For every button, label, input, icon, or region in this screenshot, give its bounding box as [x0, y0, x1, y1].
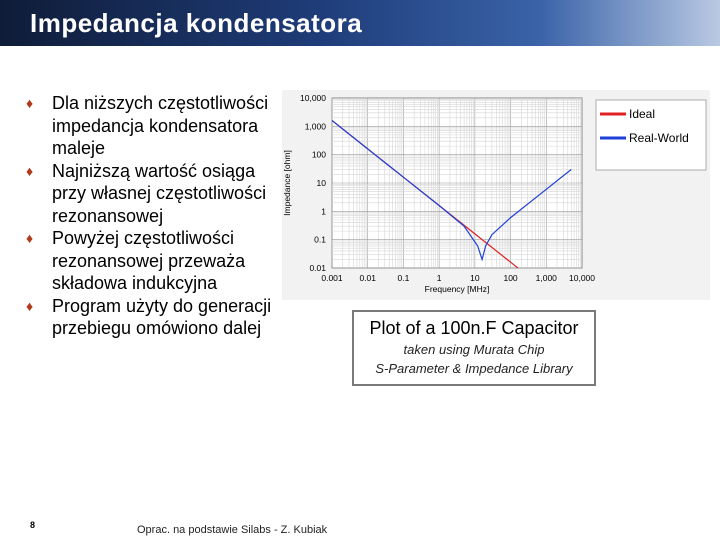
- impedance-chart-svg: [282, 90, 710, 300]
- y-tick-label: 0.01: [309, 263, 326, 273]
- diamond-bullet-icon: ♦: [26, 162, 34, 179]
- y-tick-label: 0.1: [314, 234, 326, 245]
- y-tick-label: 10: [316, 178, 326, 188]
- y-tick-label: 1: [321, 206, 326, 217]
- x-tick-label: 10: [470, 273, 480, 283]
- footer-text: Oprac. na podstawie Silabs - Z. Kubiak: [137, 524, 328, 536]
- x-axis-label: Frequency [MHz]: [424, 284, 490, 294]
- impedance-chart: [282, 90, 710, 300]
- bullet-text: Najniższą wartość osiąga przy własnej częstotliwości rezonansowej: [52, 160, 267, 226]
- bullet-item: [24, 92, 274, 160]
- x-tick-label: 0.1: [397, 273, 410, 283]
- bullet-item: [24, 295, 274, 340]
- caption-subtitle-line: taken using Murata Chip: [403, 342, 545, 357]
- x-tick-label: 1: [436, 273, 442, 283]
- x-tick-label: 100: [503, 273, 518, 283]
- legend-label: Real-World: [629, 131, 689, 145]
- y-tick-label: 10,000: [300, 93, 326, 103]
- bullet-text: Powyżej częstotliwości rezonansowej przeważa składowa indukcyjna: [52, 228, 246, 293]
- diamond-bullet-icon: ♦: [26, 297, 34, 314]
- title-bar: [0, 0, 720, 46]
- caption-subtitle-line: S-Parameter & Impedance Library: [375, 361, 573, 376]
- x-tick-label: 0.01: [359, 273, 376, 283]
- slide-title: Impedancja kondensatora: [30, 8, 363, 38]
- x-tick-label: 0.001: [321, 273, 343, 283]
- y-tick-label: 100: [311, 149, 326, 160]
- chart-caption-box: [352, 310, 596, 386]
- legend-label: Ideal: [629, 107, 656, 121]
- x-tick-label: 10,000: [569, 273, 595, 283]
- diamond-bullet-icon: ♦: [26, 95, 34, 111]
- diamond-bullet-icon: ♦: [26, 230, 34, 246]
- caption-title: Plot of a 100n.F Capacitor: [369, 318, 579, 338]
- y-tick-label: 1,000: [304, 121, 326, 132]
- bullet-text: Dla niższych częstotliwości impedancja kondensatora maleje: [52, 93, 269, 158]
- x-tick-label: 1,000: [535, 273, 557, 283]
- bullet-item: [24, 227, 274, 295]
- y-axis-label: Impedance [ohm]: [282, 150, 292, 216]
- page-number: 8: [30, 520, 36, 530]
- bullet-text: Program użyty do generacji przebiegu omówiono dalej: [52, 295, 272, 338]
- bullet-item: [24, 160, 274, 228]
- bullet-list: [24, 92, 274, 340]
